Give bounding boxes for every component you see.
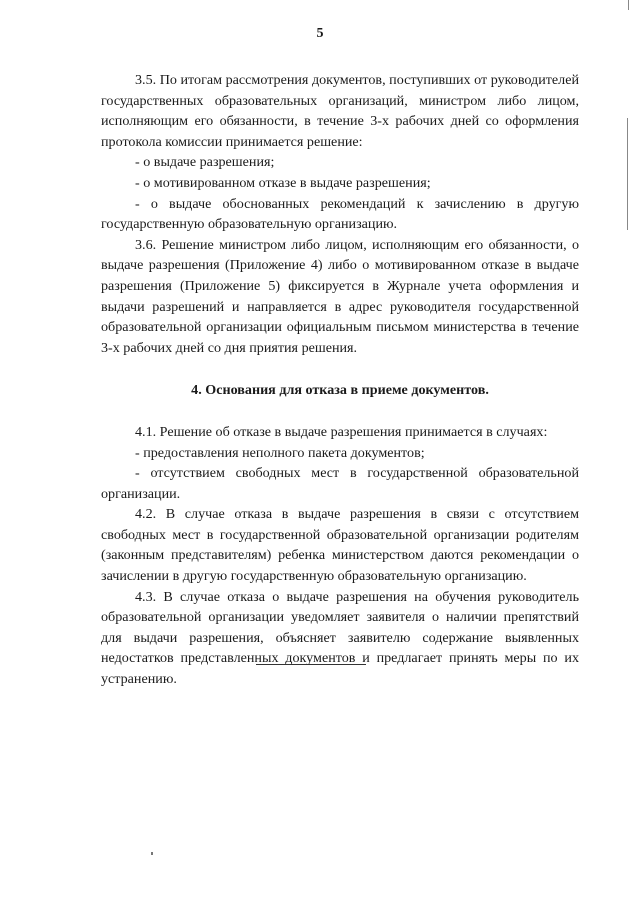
page-number: 5 bbox=[316, 26, 324, 41]
document-body bbox=[101, 70, 579, 690]
scan-edge-mark bbox=[627, 118, 628, 230]
list-item-no-vacancies: - отсутствием свободных мест в государственной образовательной организации. bbox=[101, 465, 579, 502]
list-item-reasoned-refusal: - о мотивированном отказе в выдаче разрешения; bbox=[135, 174, 431, 191]
paragraph-3-5: 3.5. По итогам рассмотрения документов, поступивших от руководителей государственных образовательных организаций, министром либо лицом, исполняющим его обязанности, в течение 3-х рабочих дней со оформления протокола комиссии принимается решение: bbox=[101, 72, 579, 150]
closing-separator-line bbox=[256, 664, 366, 665]
paragraph-4-1: 4.1. Решение об отказе в выдаче разрешения принимается в случаях: bbox=[135, 423, 548, 440]
list-item-recommendations: - о выдаче обоснованных рекомендаций к зачислению в другую государственную образовательную организацию. bbox=[101, 195, 579, 233]
scan-speck bbox=[151, 852, 153, 855]
scan-edge-mark bbox=[628, 0, 629, 10]
paragraph-4-3: 4.3. В случае отказа о выдаче разрешения на обучения руководитель образовательной организации уведомляет заявителя о наличии препятствий для выдачи разрешения, объясняет заявителю содержание выявленных недостатков представленных документов и предлагает принять меры по их устранению. bbox=[101, 588, 579, 688]
list-item-issue-permit: - о выдаче разрешения; bbox=[135, 154, 275, 171]
section-heading-4: 4. Основания для отказа в приеме документов. bbox=[191, 382, 489, 399]
list-item-incomplete-package: - предоставления неполного пакета документов; bbox=[135, 444, 425, 461]
paragraph-4-2: 4.2. В случае отказа в выдаче разрешения в связи с отсутствием свободных мест в государственной образовательной организации родителям (законным представителям) ребенка министерством даются рекомендации о зачислении в другую государственную образовательную организацию. bbox=[101, 506, 579, 585]
paragraph-3-6: 3.6. Решение министром либо лицом, исполняющим его обязанности, о выдаче разрешения (Приложение 4) либо о мотивированном отказе в выдаче разрешения (Приложение 5) фиксируется в Журнале учета оформления и выдачи разрешений и направляется в адрес руководителя государственной образовательной организации официальным письмом министерства в течение 3-х рабочих дней со дня приятия решения. bbox=[101, 236, 579, 356]
